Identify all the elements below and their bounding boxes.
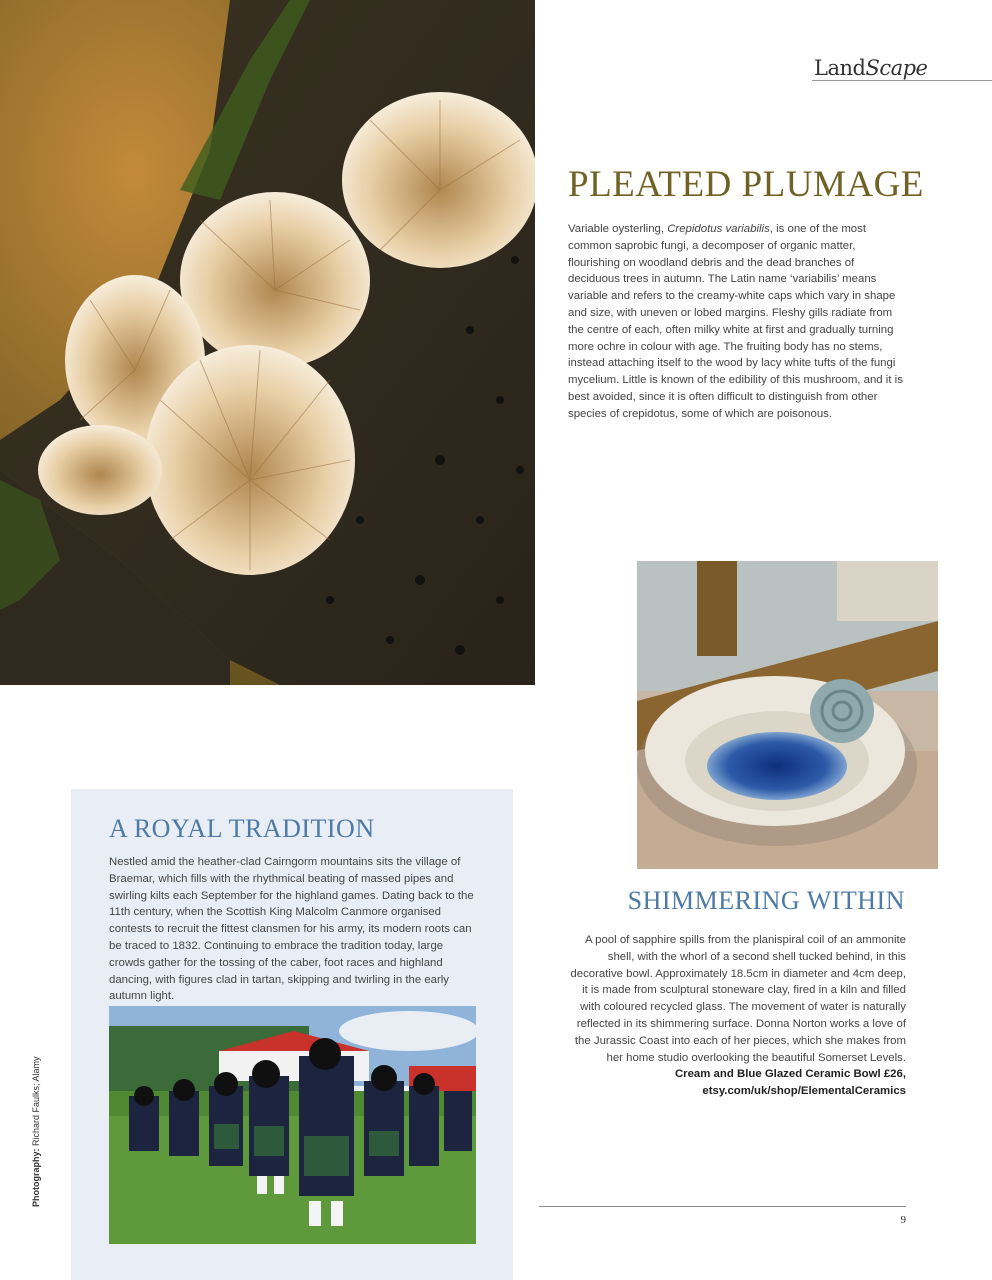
photo-credit: Photography: Richard Faulks; Alamy bbox=[31, 1056, 41, 1207]
pleated-plumage-body: Variable oysterling, Crepidotus variabilis, is one of the most common saprobic fungi, a decomposer of organic matter, flourishing on woodland debris and the dead branches of deciduous trees in autumn. The Latin name ‘variabilis’ means variable and refers to the creamy-white caps which vary in shape and size, with uneven or lobed margins. Fleshy gills radiate from the centre of each, often milky white at first and gradually turning more ochre in colour with age. The fruiting body has no stems, instead attaching itself to the wood by lacy white tufts of the fungi mycelium. Little is known of the edibility of this mushroom, and it is best avoided, since it is often difficult to distinguish from other species of crepidotus, some of which are poisonous. bbox=[568, 223, 903, 420]
logo-rule bbox=[812, 80, 992, 81]
mushroom-photo bbox=[0, 0, 535, 685]
magazine-logo bbox=[812, 56, 992, 86]
shimmering-within-title: SHIMMERING WITHIN bbox=[627, 886, 905, 915]
logo-wordmark: LandScape bbox=[814, 56, 928, 80]
royal-tradition-body: Nestled amid the heather-clad Cairngorm mountains sits the village of Braemar, which fills with the rhythmical beating of massed pipes and swirling kilts each September for the highland games. Dating back to the 11th century, when the Scottish King Malcolm Canmore organised contests to recruit the fittest clansmen for his army, its modern roots can be traced to 1832. Continuing to embrace the tradition today, large crowds gather for the tossing of the caber, foot races and highland dancing, with figures clad in tartan, skipping and twirling in the early autumn light. bbox=[109, 856, 474, 1003]
product-name-price: Cream and Blue Glazed Ceramic Bowl £26, bbox=[674, 1068, 906, 1081]
royal-tradition-title: A ROYAL TRADITION bbox=[109, 814, 375, 843]
shimmering-within-body: A pool of sapphire spills from the planispiral coil of an ammonite shell, with the whorl of a second shell tucked behind, in this decorative bowl. Approximately 18.5cm in diameter and 4cm deep, it is made from sculptural stoneware clay, fired in a kiln and filled with coloured recycled glass. The movement of water is naturally reflected in its shimmering surface. Donna Norton works a love of the Jurassic Coast into each of her pieces, which she makes from her home studio overlooking the beautiful Somerset Levels. Cream and Blue Glazed Ceramic Bowl £26, etsy.com/uk/shop/ElementalCeramics bbox=[566, 932, 906, 1100]
ceramic-bowl-photo bbox=[637, 561, 938, 869]
highland-pipers-photo bbox=[109, 1006, 476, 1244]
pleated-plumage-title: PLEATED PLUMAGE bbox=[568, 164, 924, 205]
footer-rule bbox=[539, 1206, 906, 1207]
shop-link[interactable]: etsy.com/uk/shop/ElementalCeramics bbox=[702, 1085, 906, 1098]
page-number: 9 bbox=[900, 1214, 906, 1226]
